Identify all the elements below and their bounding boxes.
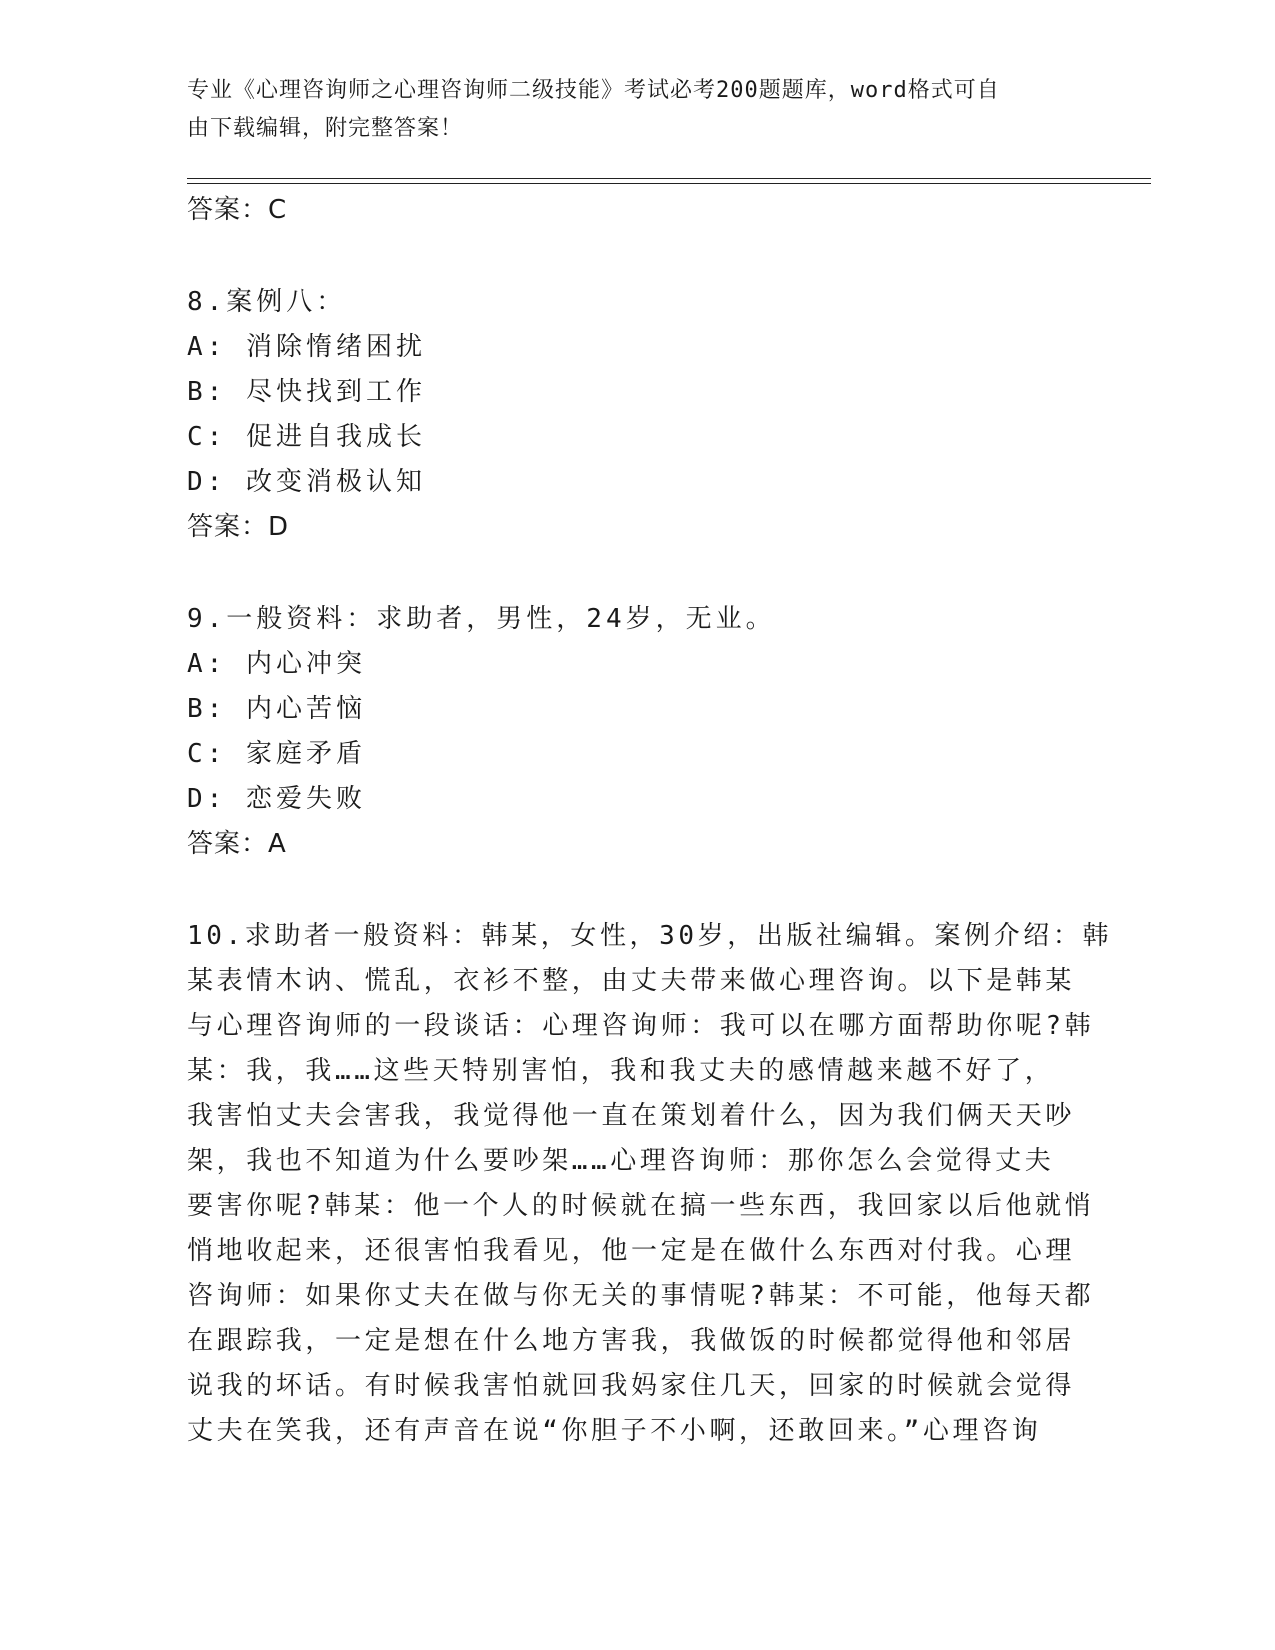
question-10 [187,914,1113,1454]
question-10-line: 说我的坏话。有时候我害怕就回我妈家住几天，回家的时候就会觉得 [187,1371,1076,1401]
question-10-line: 某表情木讷、慌乱，衣衫不整，由丈夫带来做心理咨询。以下是韩某 [187,966,1076,996]
header-divider-bottom [187,183,1151,184]
question-10-line: 咨询师：如果你丈夫在做与你无关的事情呢?韩某：不可能，他每天都 [187,1281,1095,1311]
question-10-line: 丈夫在笑我，还有声音在说“你胆子不小啊，还敢回来。”心理咨询 [187,1416,1042,1446]
question-8-option-c: C: 促进自我成长 [187,422,426,452]
question-9-option-d: D: 恋爱失败 [187,784,366,814]
answer-previous: 答案：C [187,195,288,225]
question-8-option-d: D: 改变消极认知 [187,467,426,497]
question-9-option-a: A: 内心冲突 [187,649,366,679]
document-body [187,188,1113,1454]
question-10-line: 在跟踪我，一定是想在什么地方害我，我做饭的时候都觉得他和邻居 [187,1326,1076,1356]
question-8-answer: 答案：D [187,512,290,542]
header-line-2: 由下载编辑，附完整答案！ [187,116,464,141]
question-9-answer: 答案：A [187,829,287,859]
question-10-line: 10.求助者一般资料：韩某，女性，30岁，出版社编辑。案例介绍：韩 [187,921,1113,951]
header-line-1: 专业《心理咨询师之心理咨询师二级技能》考试必考200题题库，word格式可自 [187,78,1000,103]
question-9-option-b: B: 内心苦恼 [187,694,366,724]
question-9-option-c: C: 家庭矛盾 [187,739,366,769]
question-8-option-a: A: 消除惰绪困扰 [187,332,426,362]
page-header [187,72,1067,148]
question-10-line: 悄地收起来，还很害怕我看见，他一定是在做什么东西对付我。心理 [187,1236,1076,1266]
question-9 [187,597,1087,867]
question-10-line: 架，我也不知道为什么要吵架……心理咨询师：那你怎么会觉得丈夫 [187,1146,1055,1176]
question-10-line: 某：我，我……这些天特别害怕，我和我丈夫的感情越来越不好了， [187,1056,1055,1086]
question-8-option-b: B: 尽快找到工作 [187,377,426,407]
question-9-text: 9.一般资料：求助者，男性，24岁，无业。 [187,604,776,634]
question-8-text: 8.案例八： [187,287,347,317]
header-divider-top [187,178,1151,179]
question-10-line: 与心理咨询师的一段谈话：心理咨询师：我可以在哪方面帮助你呢?韩 [187,1011,1095,1041]
question-8 [187,280,1087,550]
question-10-line: 我害怕丈夫会害我，我觉得他一直在策划着什么，因为我们俩天天吵 [187,1101,1076,1131]
question-10-line: 要害你呢?韩某：他一个人的时候就在搞一些东西，我回家以后他就悄 [187,1191,1095,1221]
